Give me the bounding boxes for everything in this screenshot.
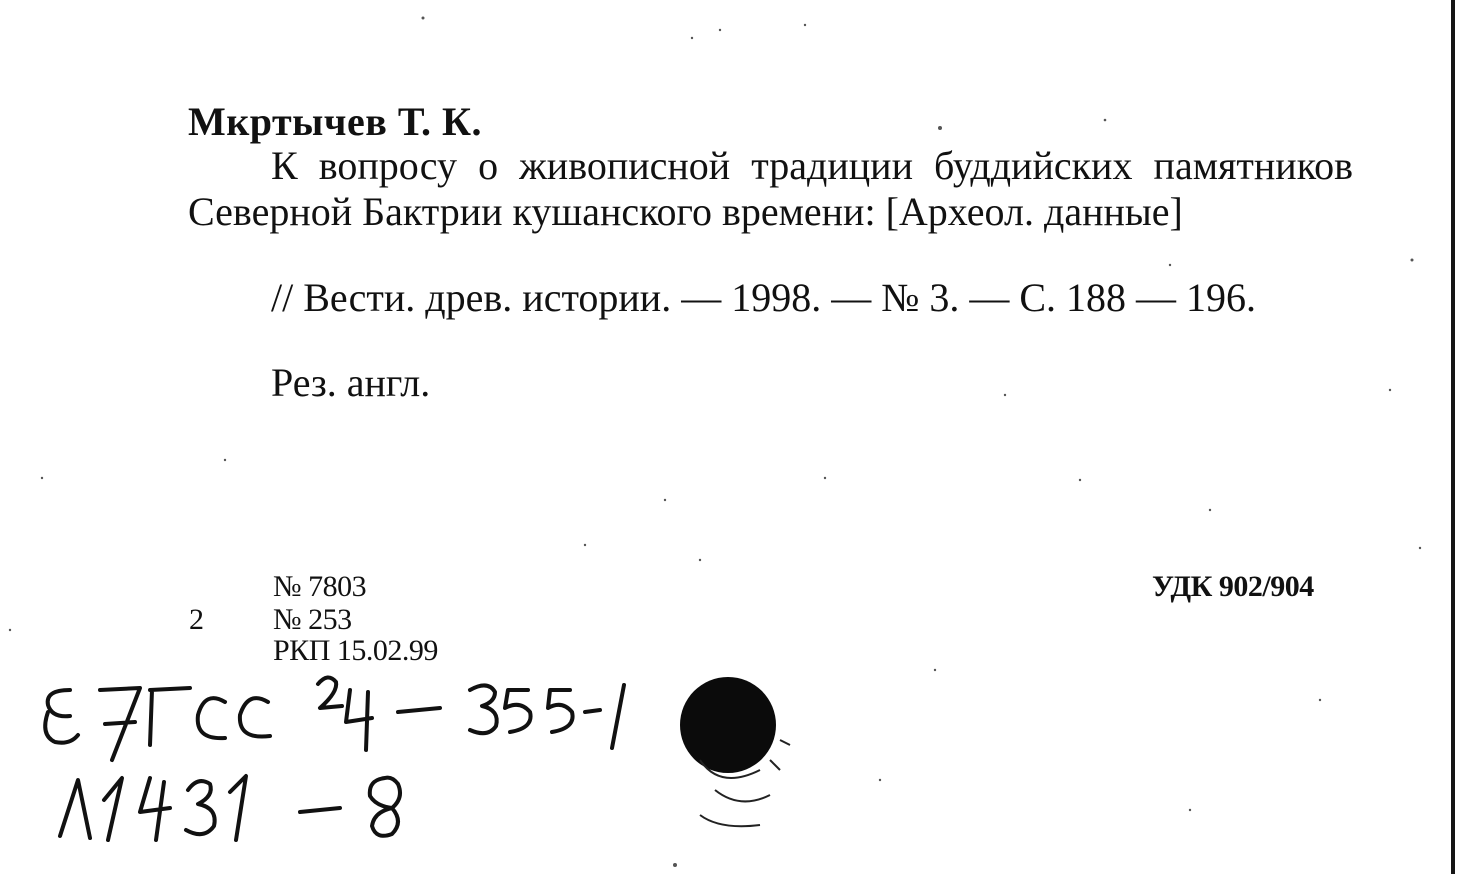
issue-number: № 253 (273, 603, 352, 636)
rkp-date: РКП 15.02.99 (273, 634, 438, 667)
title-paragraph: К вопросу о живописной традиции буддийских памятников Северной Бактрии кушанского времени: [Археол. данные] (188, 143, 1353, 234)
registration-number: № 7803 (273, 570, 367, 603)
resume-note: Рез. англ. (271, 360, 431, 405)
copies-count: 2 (189, 603, 204, 636)
source-citation: // Вести. древ. истории. — 1998. — № 3. — С. 188 — 196. (271, 275, 1257, 320)
udk-code: УДК 902/904 (1152, 570, 1314, 603)
author-name: Мкртычев Т. К. (188, 99, 482, 144)
